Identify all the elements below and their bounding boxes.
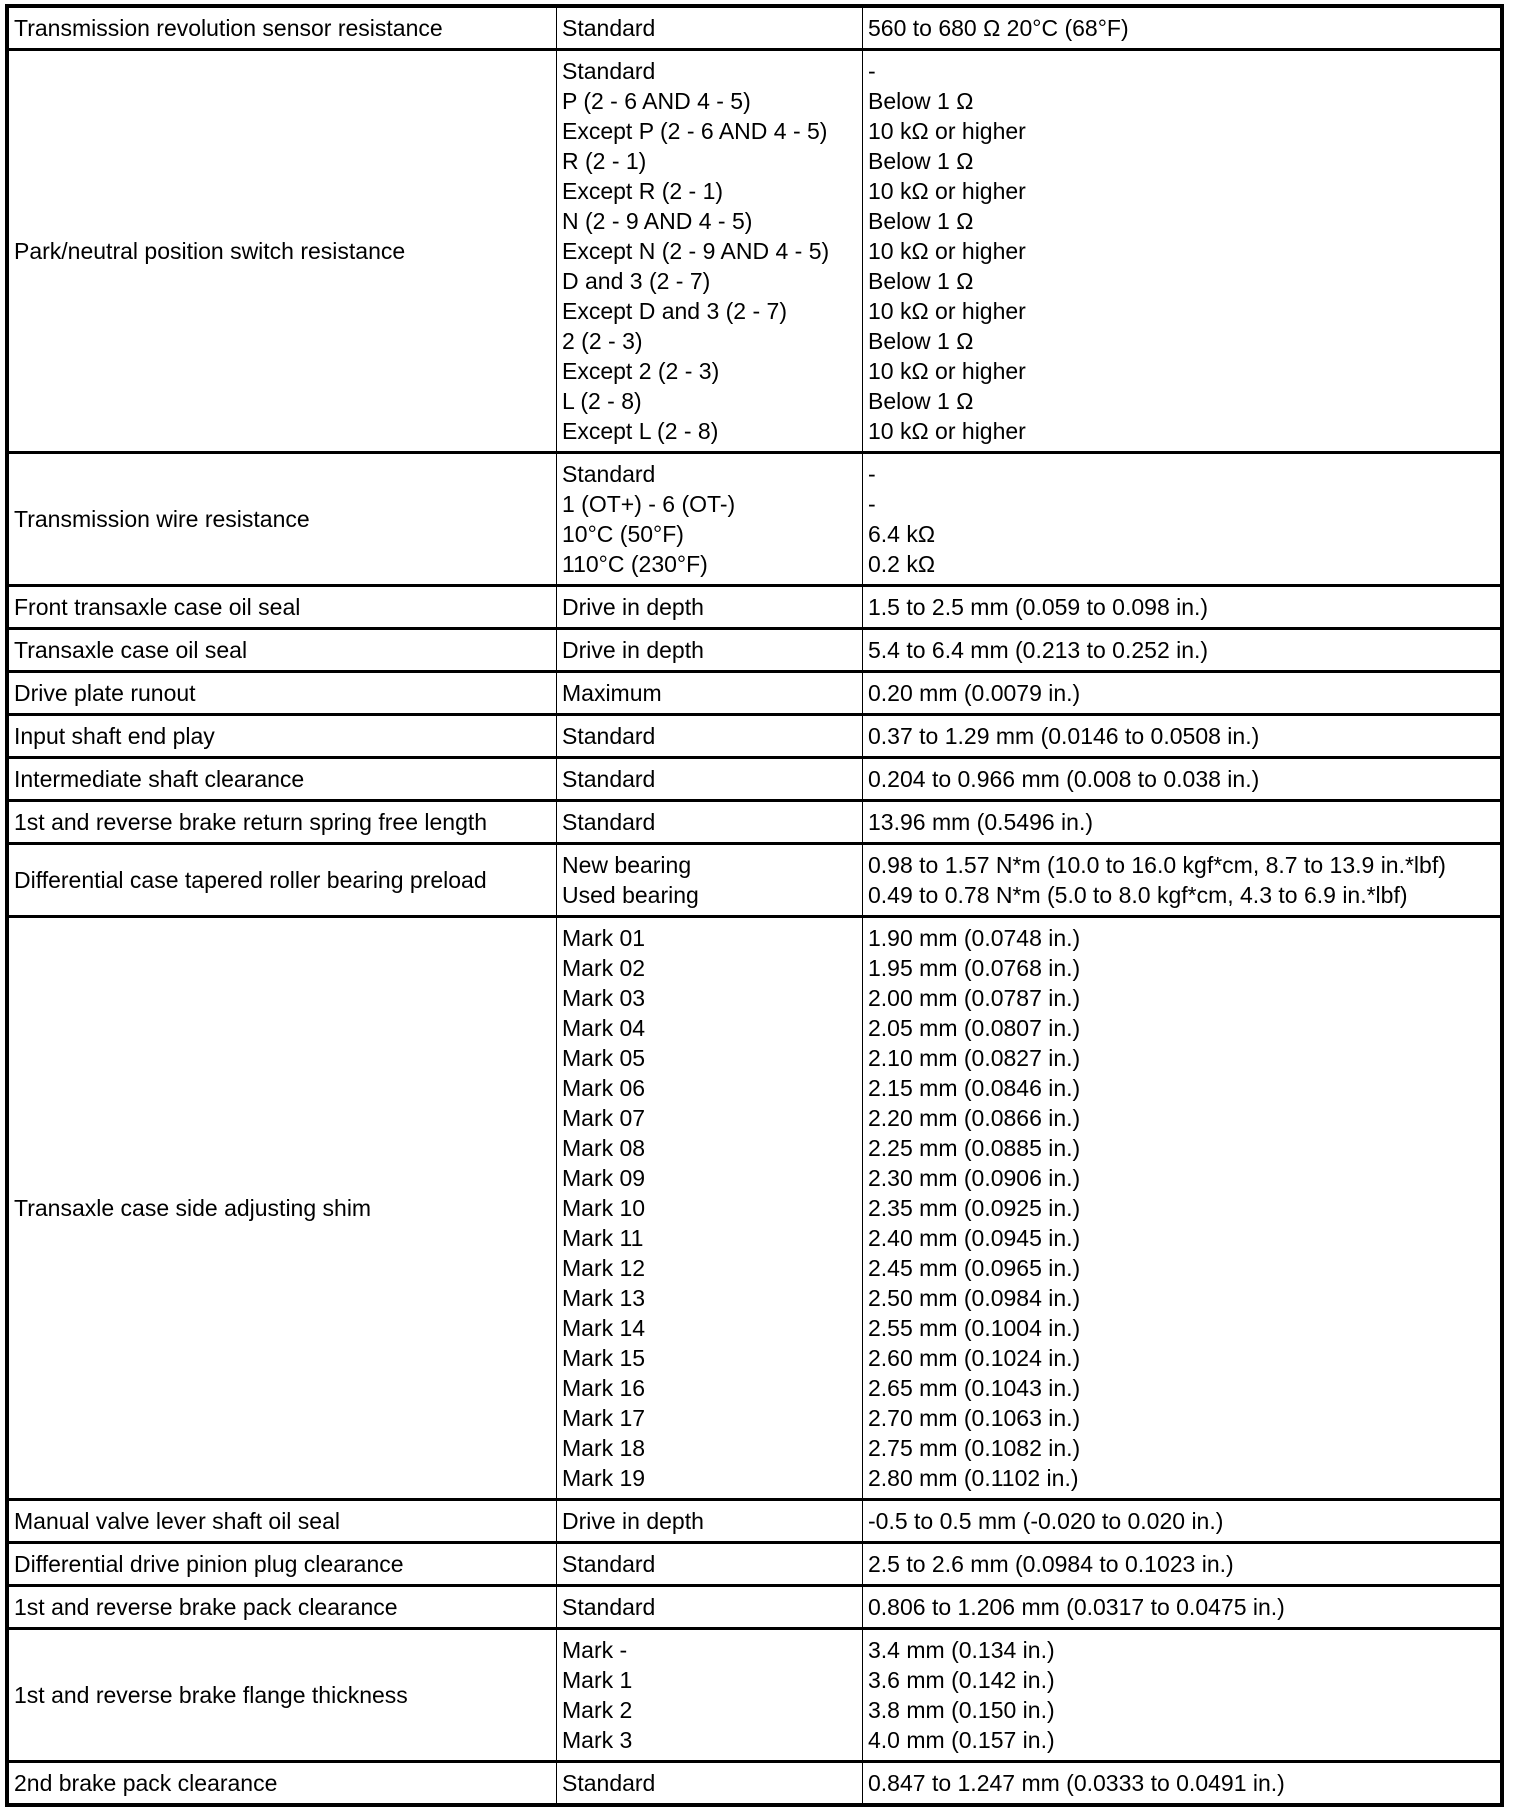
- item-cell: 1st and reverse brake flange thickness: [7, 1629, 557, 1762]
- value-line: Below 1 Ω: [868, 148, 974, 174]
- condition-line: D and 3 (2 - 7): [562, 268, 711, 294]
- item-cell: Input shaft end play: [7, 715, 557, 758]
- table-row: [7, 917, 1502, 1500]
- condition-line: Except P (2 - 6 AND 4 - 5): [562, 118, 828, 144]
- table-row: [7, 715, 1502, 758]
- value-line: Below 1 Ω: [868, 388, 974, 414]
- condition-line: Mark 05: [562, 1045, 646, 1071]
- value-line: 2.80 mm (0.1102 in.): [868, 1465, 1079, 1491]
- value-cell: [863, 6, 1503, 50]
- condition-line: 2 (2 - 3): [562, 328, 643, 354]
- value-line: 2.05 mm (0.0807 in.): [868, 1015, 1081, 1041]
- condition-line: Standard: [562, 723, 656, 749]
- value-line: 1.95 mm (0.0768 in.): [868, 955, 1081, 981]
- value-line: 1.5 to 2.5 mm (0.059 to 0.098 in.): [868, 594, 1209, 620]
- condition-line: Mark 03: [562, 985, 646, 1011]
- condition-line: Mark 3: [562, 1727, 633, 1753]
- condition-line: Mark 13: [562, 1285, 646, 1311]
- condition-cell: [557, 715, 863, 758]
- table-row: [7, 1543, 1502, 1586]
- value-line: 2.20 mm (0.0866 in.): [868, 1105, 1081, 1131]
- value-line: Below 1 Ω: [868, 88, 974, 114]
- value-line: 3.8 mm (0.150 in.): [868, 1697, 1055, 1723]
- condition-line: Mark 14: [562, 1315, 646, 1341]
- item-cell: Intermediate shaft clearance: [7, 758, 557, 801]
- value-line: 5.4 to 6.4 mm (0.213 to 0.252 in.): [868, 637, 1209, 663]
- item-cell: Transaxle case side adjusting shim: [7, 917, 557, 1500]
- value-line: Below 1 Ω: [868, 268, 974, 294]
- condition-line: Standard: [562, 1594, 656, 1620]
- value-line: 0.2 kΩ: [868, 551, 936, 577]
- table-row: [7, 1500, 1502, 1543]
- condition-cell: [557, 629, 863, 672]
- condition-line: Mark -: [562, 1637, 628, 1663]
- condition-line: Maximum: [562, 680, 662, 706]
- condition-line: 10°C (50°F): [562, 521, 684, 547]
- condition-line: Mark 12: [562, 1255, 646, 1281]
- value-cell: [863, 1543, 1503, 1586]
- condition-cell: [557, 1762, 863, 1806]
- condition-line: Mark 07: [562, 1105, 646, 1131]
- condition-line: Drive in depth: [562, 637, 704, 663]
- value-line: -: [868, 58, 876, 84]
- condition-line: Used bearing: [562, 882, 699, 908]
- value-line: 6.4 kΩ: [868, 521, 936, 547]
- value-line: 2.35 mm (0.0925 in.): [868, 1195, 1081, 1221]
- value-line: 4.0 mm (0.157 in.): [868, 1727, 1055, 1753]
- value-line: Below 1 Ω: [868, 208, 974, 234]
- condition-cell: [557, 801, 863, 844]
- condition-line: 110°C (230°F): [562, 551, 708, 577]
- value-cell: [863, 1500, 1503, 1543]
- value-cell: [863, 758, 1503, 801]
- condition-line: New bearing: [562, 852, 692, 878]
- condition-cell: [557, 453, 863, 586]
- condition-line: Except L (2 - 8): [562, 418, 719, 444]
- item-cell: Front transaxle case oil seal: [7, 586, 557, 629]
- table-row: [7, 6, 1502, 50]
- value-line: 2.60 mm (0.1024 in.): [868, 1345, 1081, 1371]
- condition-cell: [557, 758, 863, 801]
- value-line: 2.00 mm (0.0787 in.): [868, 985, 1081, 1011]
- table-row: [7, 801, 1502, 844]
- value-line: 10 kΩ or higher: [868, 178, 1026, 204]
- condition-line: Mark 19: [562, 1465, 646, 1491]
- value-line: 2.55 mm (0.1004 in.): [868, 1315, 1081, 1341]
- value-line: 13.96 mm (0.5496 in.): [868, 809, 1094, 835]
- value-line: Below 1 Ω: [868, 328, 974, 354]
- value-line: 2.30 mm (0.0906 in.): [868, 1165, 1081, 1191]
- value-line: 560 to 680 Ω 20°C (68°F): [868, 15, 1129, 41]
- condition-line: Standard: [562, 766, 656, 792]
- value-line: -0.5 to 0.5 mm (-0.020 to 0.020 in.): [868, 1508, 1224, 1534]
- condition-cell: [557, 1629, 863, 1762]
- table-row: [7, 586, 1502, 629]
- value-line: -: [868, 491, 876, 517]
- value-line: 0.806 to 1.206 mm (0.0317 to 0.0475 in.): [868, 1594, 1285, 1620]
- value-line: 10 kΩ or higher: [868, 358, 1026, 384]
- value-cell: [863, 917, 1503, 1500]
- value-line: 1.90 mm (0.0748 in.): [868, 925, 1081, 951]
- value-line: 10 kΩ or higher: [868, 418, 1026, 444]
- condition-line: Mark 10: [562, 1195, 646, 1221]
- value-line: 0.847 to 1.247 mm (0.0333 to 0.0491 in.): [868, 1770, 1285, 1796]
- value-line: 2.15 mm (0.0846 in.): [868, 1075, 1081, 1101]
- value-line: 2.10 mm (0.0827 in.): [868, 1045, 1081, 1071]
- condition-line: Standard: [562, 1551, 656, 1577]
- condition-line: Mark 06: [562, 1075, 646, 1101]
- value-line: 3.4 mm (0.134 in.): [868, 1637, 1055, 1663]
- condition-line: R (2 - 1): [562, 148, 647, 174]
- table-row: [7, 50, 1502, 453]
- condition-cell: [557, 586, 863, 629]
- condition-line: Except 2 (2 - 3): [562, 358, 720, 384]
- value-line: 0.37 to 1.29 mm (0.0146 to 0.0508 in.): [868, 723, 1260, 749]
- condition-cell: [557, 672, 863, 715]
- item-cell: Differential case tapered roller bearing preload: [7, 844, 557, 917]
- value-cell: [863, 715, 1503, 758]
- value-cell: [863, 1586, 1503, 1629]
- condition-line: Mark 02: [562, 955, 646, 981]
- value-cell: [863, 1762, 1503, 1806]
- condition-line: Except N (2 - 9 AND 4 - 5): [562, 238, 830, 264]
- condition-line: Mark 2: [562, 1697, 633, 1723]
- condition-line: Mark 18: [562, 1435, 646, 1461]
- condition-cell: [557, 917, 863, 1500]
- condition-line: L (2 - 8): [562, 388, 642, 414]
- condition-cell: [557, 1500, 863, 1543]
- value-line: 0.49 to 0.78 N*m (5.0 to 8.0 kgf*cm, 4.3 to 6.9 in.*lbf): [868, 882, 1408, 908]
- value-cell: [863, 50, 1503, 453]
- condition-line: Except R (2 - 1): [562, 178, 724, 204]
- condition-line: Mark 16: [562, 1375, 646, 1401]
- condition-cell: [557, 1543, 863, 1586]
- value-line: 2.45 mm (0.0965 in.): [868, 1255, 1081, 1281]
- value-line: 2.40 mm (0.0945 in.): [868, 1225, 1081, 1251]
- condition-line: Drive in depth: [562, 1508, 704, 1534]
- condition-line: Standard: [562, 461, 656, 487]
- condition-line: Except D and 3 (2 - 7): [562, 298, 787, 324]
- value-line: 0.98 to 1.57 N*m (10.0 to 16.0 kgf*cm, 8.7 to 13.9 in.*lbf): [868, 852, 1446, 878]
- value-line: 2.50 mm (0.0984 in.): [868, 1285, 1081, 1311]
- condition-line: 1 (OT+) - 6 (OT-): [562, 491, 736, 517]
- condition-line: N (2 - 9 AND 4 - 5): [562, 208, 753, 234]
- condition-cell: [557, 844, 863, 917]
- condition-line: Standard: [562, 809, 656, 835]
- condition-line: Mark 11: [562, 1225, 644, 1251]
- condition-line: Mark 01: [562, 925, 646, 951]
- value-line: 0.204 to 0.966 mm (0.008 to 0.038 in.): [868, 766, 1260, 792]
- condition-line: Standard: [562, 1770, 656, 1796]
- item-cell: 2nd brake pack clearance: [7, 1762, 557, 1806]
- condition-line: Mark 1: [562, 1667, 633, 1693]
- item-cell: Transaxle case oil seal: [7, 629, 557, 672]
- condition-cell: [557, 1586, 863, 1629]
- condition-line: Standard: [562, 15, 656, 41]
- table-row: [7, 1762, 1502, 1806]
- value-line: 10 kΩ or higher: [868, 238, 1026, 264]
- item-cell: Transmission wire resistance: [7, 453, 557, 586]
- value-cell: [863, 453, 1503, 586]
- value-line: 0.20 mm (0.0079 in.): [868, 680, 1081, 706]
- specification-table: [5, 4, 1504, 1807]
- item-cell: Differential drive pinion plug clearance: [7, 1543, 557, 1586]
- value-cell: [863, 586, 1503, 629]
- value-line: 2.70 mm (0.1063 in.): [868, 1405, 1081, 1431]
- value-line: 2.65 mm (0.1043 in.): [868, 1375, 1081, 1401]
- condition-cell: [557, 50, 863, 453]
- value-cell: [863, 1629, 1503, 1762]
- condition-line: Mark 17: [562, 1405, 646, 1431]
- value-line: -: [868, 461, 876, 487]
- item-cell: 1st and reverse brake pack clearance: [7, 1586, 557, 1629]
- specification-table-body: [7, 6, 1502, 1805]
- table-row: [7, 672, 1502, 715]
- table-row: [7, 453, 1502, 586]
- value-line: 3.6 mm (0.142 in.): [868, 1667, 1055, 1693]
- table-row: [7, 1629, 1502, 1762]
- table-row: [7, 629, 1502, 672]
- value-line: 10 kΩ or higher: [868, 298, 1026, 324]
- value-cell: [863, 844, 1503, 917]
- condition-line: P (2 - 6 AND 4 - 5): [562, 88, 751, 114]
- condition-line: Mark 04: [562, 1015, 646, 1041]
- table-row: [7, 758, 1502, 801]
- value-line: 2.25 mm (0.0885 in.): [868, 1135, 1081, 1161]
- value-cell: [863, 629, 1503, 672]
- item-cell: 1st and reverse brake return spring free length: [7, 801, 557, 844]
- condition-cell: [557, 6, 863, 50]
- value-cell: [863, 801, 1503, 844]
- item-cell: Park/neutral position switch resistance: [7, 50, 557, 453]
- condition-line: Mark 08: [562, 1135, 646, 1161]
- condition-line: Standard: [562, 58, 656, 84]
- table-row: [7, 844, 1502, 917]
- condition-line: Mark 09: [562, 1165, 646, 1191]
- value-line: 2.75 mm (0.1082 in.): [868, 1435, 1081, 1461]
- condition-line: Mark 15: [562, 1345, 646, 1371]
- table-row: [7, 1586, 1502, 1629]
- value-line: 10 kΩ or higher: [868, 118, 1026, 144]
- value-cell: [863, 672, 1503, 715]
- item-cell: Manual valve lever shaft oil seal: [7, 1500, 557, 1543]
- item-cell: Transmission revolution sensor resistance: [7, 6, 557, 50]
- value-line: 2.5 to 2.6 mm (0.0984 to 0.1023 in.): [868, 1551, 1234, 1577]
- condition-line: Drive in depth: [562, 594, 704, 620]
- item-cell: Drive plate runout: [7, 672, 557, 715]
